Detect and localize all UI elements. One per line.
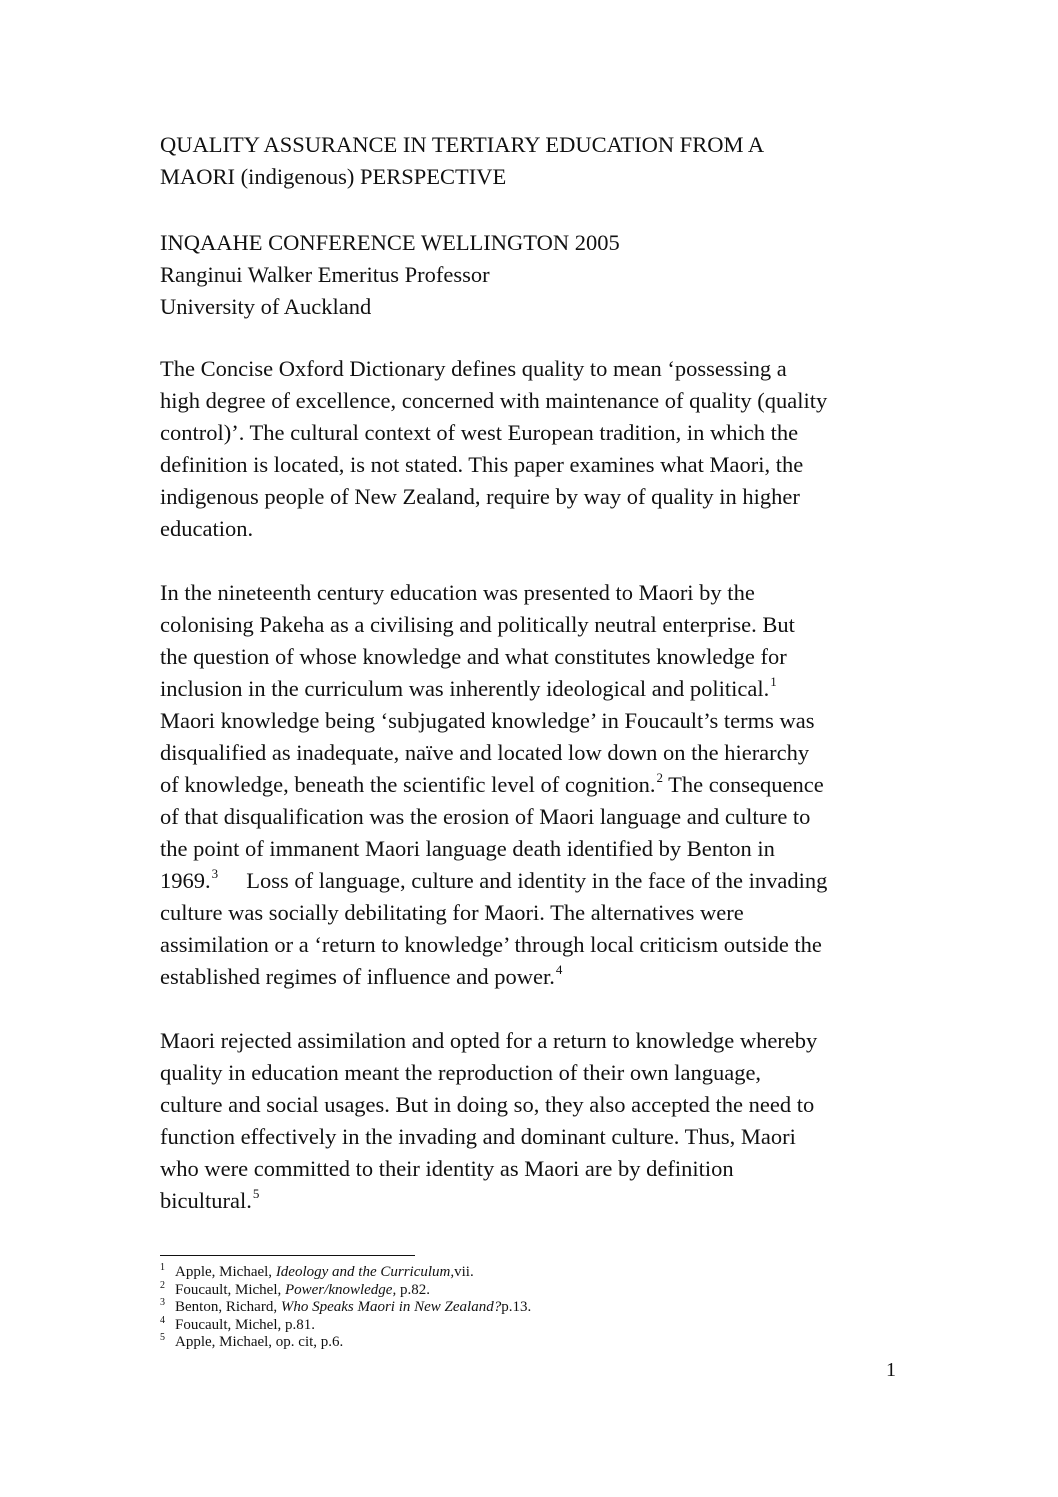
footnote-item: 3 Benton, Richard, Who Speaks Maori in New Zealand?p.13. bbox=[160, 1297, 532, 1316]
line-text: Loss of language, culture and identity in the face of the invading bbox=[218, 868, 828, 893]
paragraph-line: control)’. The cultural context of west European tradition, in which the bbox=[160, 420, 799, 445]
footnote-item: 1 Apple, Michael, Ideology and the Curriculum,vii. bbox=[160, 1262, 474, 1280]
line-text: established regimes of influence and power. bbox=[160, 964, 555, 989]
paragraph-line bbox=[160, 865, 920, 897]
paragraph-line: the point of immanent Maori language death identified by Benton in bbox=[160, 836, 775, 861]
line-text: of knowledge, beneath the scientific level of cognition. bbox=[160, 772, 656, 797]
paragraph-line: who were committed to their identity as Maori are by definition bbox=[160, 1156, 734, 1181]
footnote-title: Who Speaks Maori in New Zealand? bbox=[280, 1299, 502, 1316]
paragraph-line: disqualified as inadequate, naïve and located low down on the hierarchy bbox=[160, 740, 810, 765]
paragraph-line: the question of whose knowledge and what constitutes knowledge for bbox=[160, 644, 787, 669]
paragraph-3 bbox=[160, 1025, 920, 1217]
document-title bbox=[160, 129, 920, 193]
footnote-text: Apple, Michael, op. cit, p.6. bbox=[175, 1334, 344, 1351]
conference-name: INQAAHE CONFERENCE WELLINGTON 2005 bbox=[160, 230, 620, 255]
paragraph-line: of that disqualification was the erosion of Maori language and culture to bbox=[160, 804, 811, 829]
footnote-text: Benton, Richard, bbox=[175, 1299, 281, 1316]
paragraph-line: assimilation or a ‘return to knowledge’ through local criticism outside the bbox=[160, 932, 822, 957]
paragraph-line: colonising Pakeha as a civilising and politically neutral enterprise. But bbox=[160, 612, 795, 637]
paragraph-line: culture and social usages. But in doing so, they also accepted the need to bbox=[160, 1092, 815, 1117]
paragraph-1 bbox=[160, 353, 920, 545]
line-text: 1969. bbox=[160, 868, 211, 893]
footnote-title: Ideology and the Curriculum, bbox=[275, 1264, 455, 1280]
footnote-ref[interactable]: 4 bbox=[555, 962, 563, 977]
footnote-ref[interactable]: 5 bbox=[252, 1186, 260, 1201]
footnote-item: 4 Foucault, Michel, p.81. bbox=[160, 1314, 315, 1333]
title-line: MAORI (indigenous) PERSPECTIVE bbox=[160, 164, 507, 189]
footnote-ref[interactable]: 2 bbox=[656, 770, 663, 785]
footnote-item: 5 Apple, Michael, op. cit, p.6. bbox=[160, 1332, 344, 1351]
footnote-ref[interactable]: 1 bbox=[770, 674, 777, 689]
paragraph-line: quality in education meant the reproduction of their own language, bbox=[160, 1060, 762, 1085]
author-block bbox=[160, 227, 920, 323]
footnotes bbox=[160, 1264, 860, 1352]
paragraph-line bbox=[160, 1185, 920, 1217]
paragraph-line: The Concise Oxford Dictionary defines quality to mean ‘possessing a bbox=[160, 356, 787, 381]
footnote-separator bbox=[160, 1255, 415, 1256]
footnote-text: p.82. bbox=[396, 1281, 430, 1298]
page-number: 1 bbox=[886, 1359, 896, 1381]
author-affiliation: University of Auckland bbox=[160, 294, 372, 319]
footnote-text: p.13. bbox=[501, 1299, 532, 1316]
author-name: Ranginui Walker Emeritus Professor bbox=[160, 262, 490, 287]
paragraph-line bbox=[160, 673, 920, 705]
footnote-item: 2 Foucault, Michel, Power/knowledge, p.82. bbox=[160, 1279, 430, 1298]
line-text: bicultural. bbox=[160, 1188, 252, 1213]
paragraph-line: Maori knowledge being ‘subjugated knowledge’ in Foucault’s terms was bbox=[160, 708, 815, 733]
paragraph-line: indigenous people of New Zealand, require by way of quality in higher bbox=[160, 484, 800, 509]
footnote-ref[interactable]: 3 bbox=[211, 866, 219, 881]
footnote-text: Foucault, Michel, p.81. bbox=[175, 1316, 315, 1333]
footnote-text: Apple, Michael, bbox=[175, 1264, 276, 1280]
paragraph-line: culture was socially debilitating for Maori. The alternatives were bbox=[160, 900, 744, 925]
paragraph-line: high degree of excellence, concerned with maintenance of quality (quality bbox=[160, 388, 828, 413]
paragraph-line: definition is located, is not stated. This paper examines what Maori, the bbox=[160, 452, 804, 477]
paragraph-line bbox=[160, 769, 920, 801]
footnote-text: vii. bbox=[454, 1264, 474, 1280]
paragraph-2 bbox=[160, 577, 920, 993]
footnote-text: Foucault, Michel, bbox=[175, 1281, 285, 1298]
paragraph-line: education. bbox=[160, 516, 254, 541]
paragraph-line bbox=[160, 961, 920, 993]
paragraph-line: Maori rejected assimilation and opted for a return to knowledge whereby bbox=[160, 1028, 818, 1053]
footnote-title: Power/knowledge, bbox=[284, 1281, 397, 1298]
line-text: inclusion in the curriculum was inherently ideological and political. bbox=[160, 676, 770, 701]
line-text: The consequence bbox=[662, 772, 824, 797]
paragraph-line: function effectively in the invading and dominant culture. Thus, Maori bbox=[160, 1124, 796, 1149]
title-line: QUALITY ASSURANCE IN TERTIARY EDUCATION FROM A bbox=[160, 132, 765, 157]
paragraph-line: In the nineteenth century education was presented to Maori by the bbox=[160, 580, 755, 605]
